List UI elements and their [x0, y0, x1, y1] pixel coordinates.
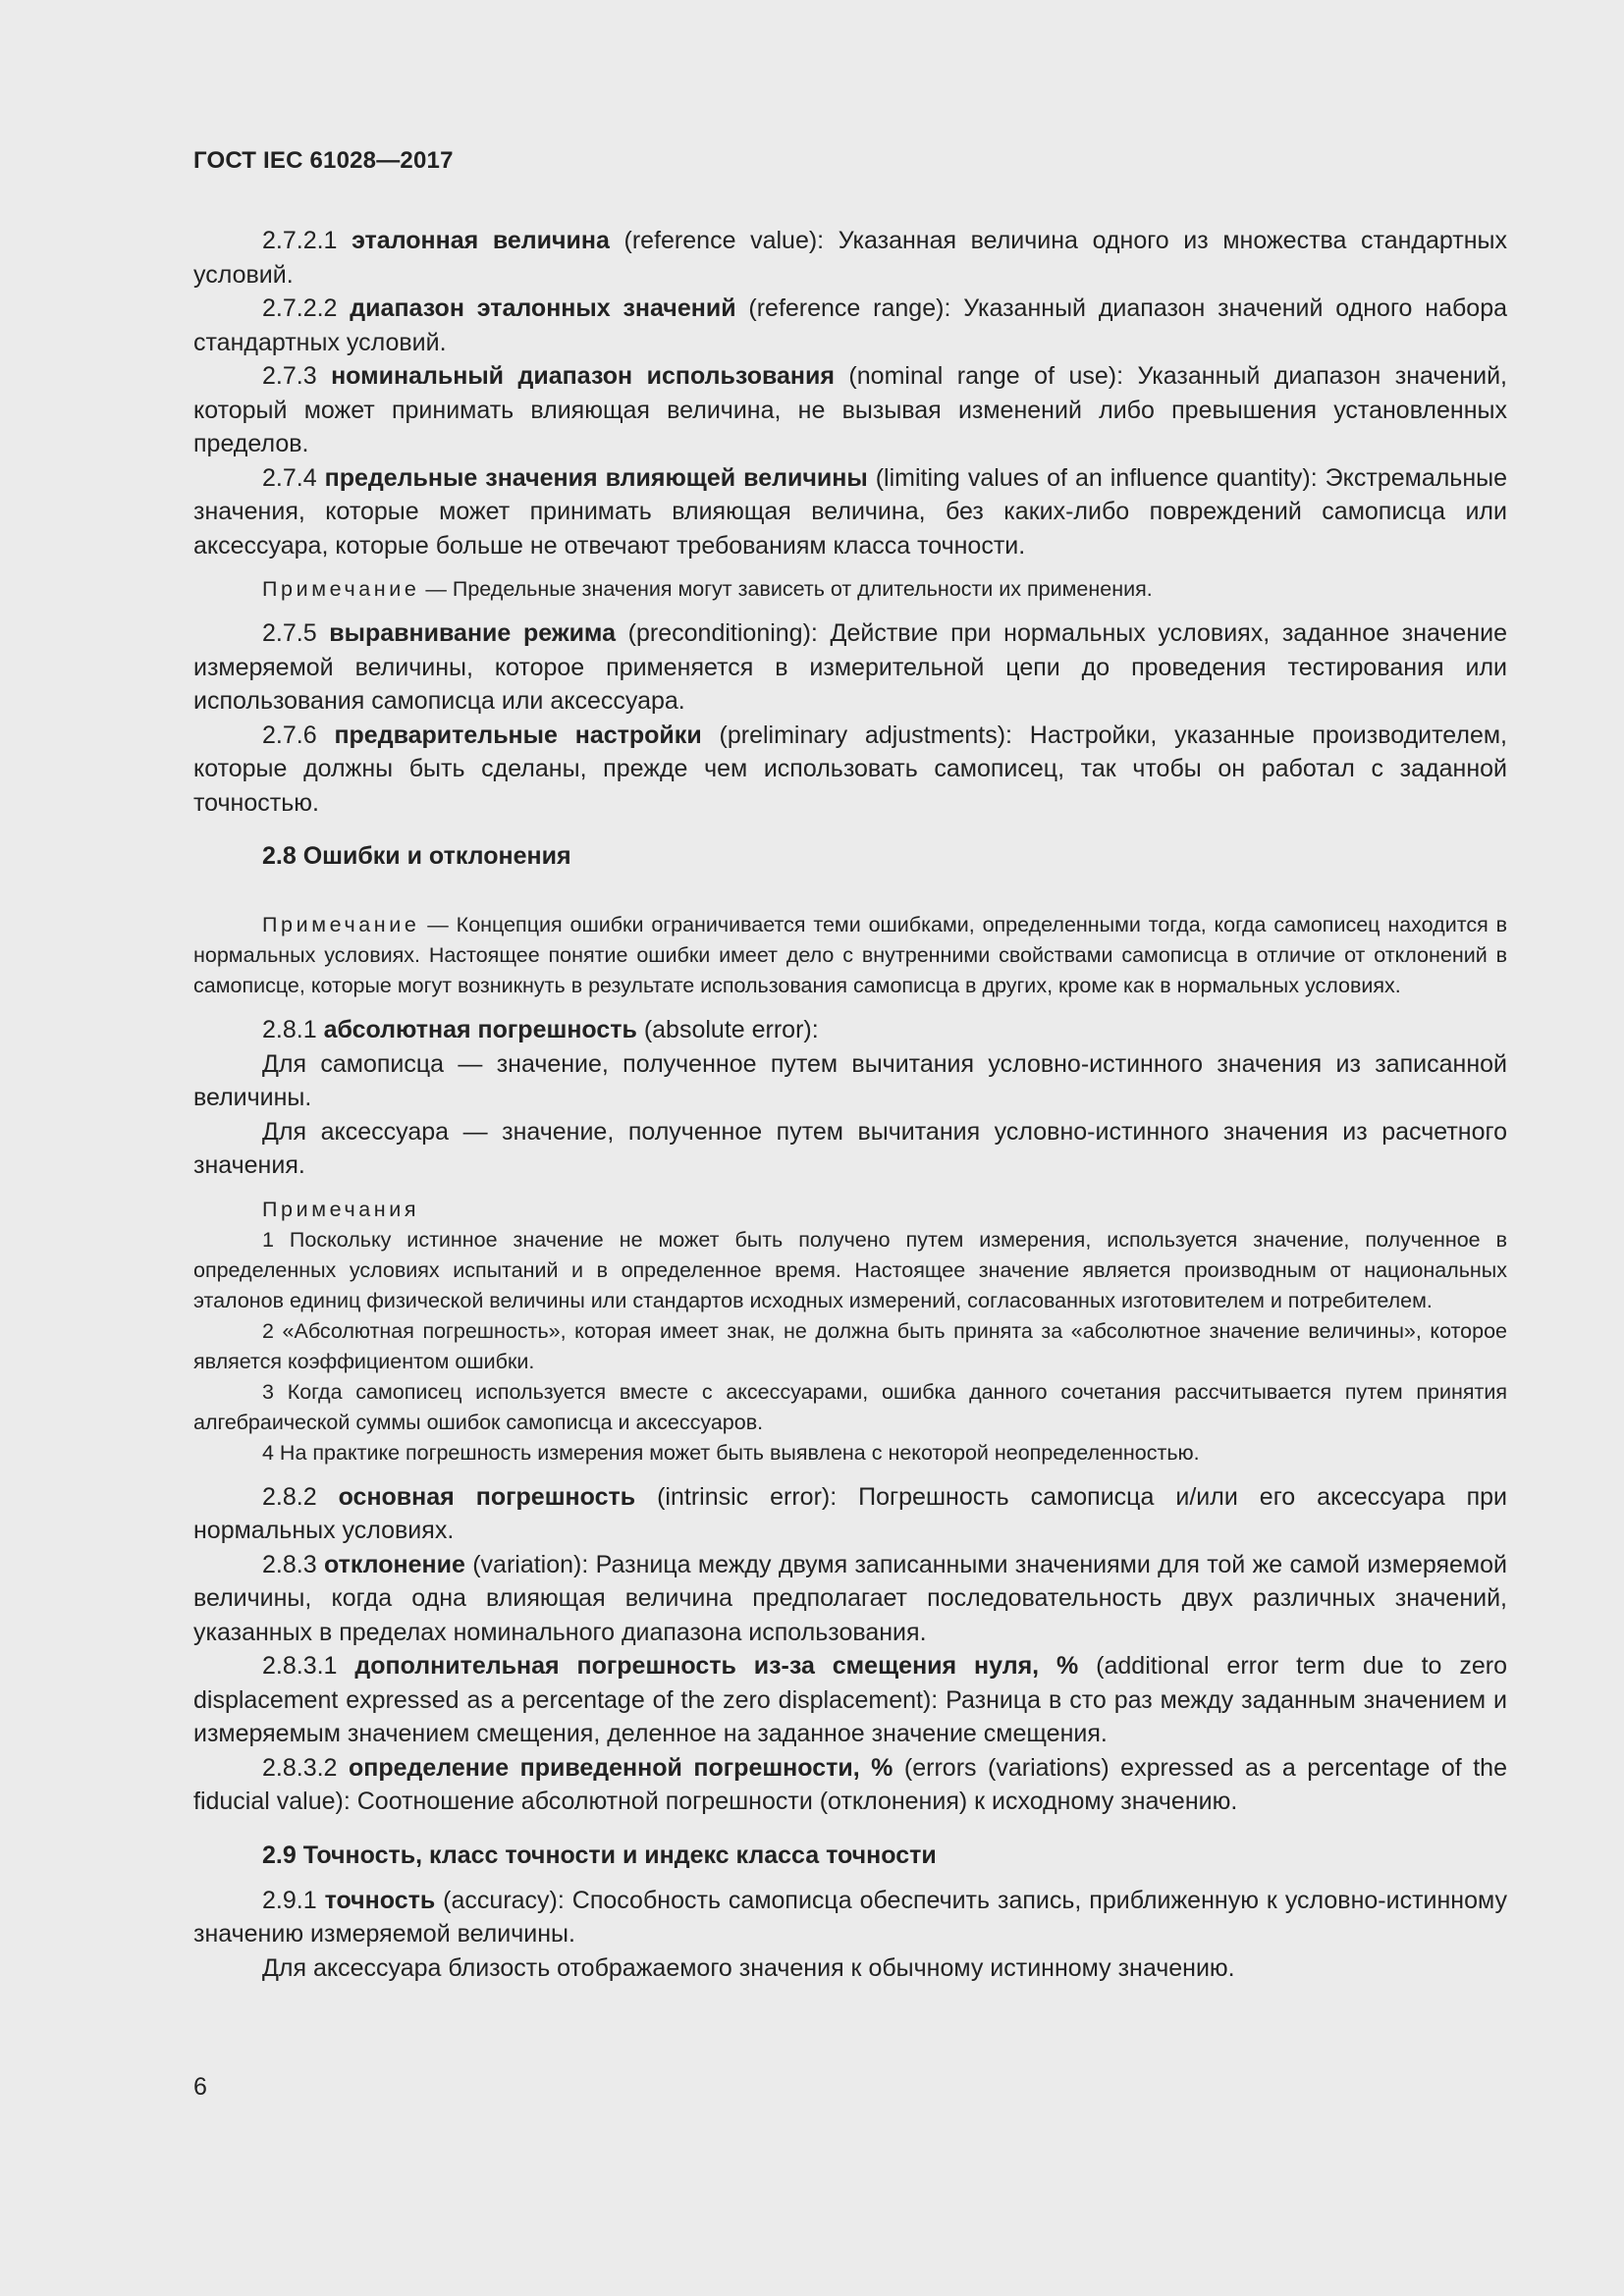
- clause-number: 2.7.5: [262, 619, 317, 647]
- clause-term: номинальный диапазон использования: [331, 362, 835, 390]
- clause-2-7-4: [193, 461, 1507, 563]
- clause-number: 2.7.2.1: [262, 227, 338, 254]
- clause-text: (reference range): Указанный диапазон значений одного набора стандартных условий.: [193, 294, 1507, 356]
- clause-term: определение приведенной погрешности, %: [348, 1753, 893, 1782]
- note-item: 1 Поскольку истинное значение не может быть получено путем измерения, используется значение, полученное в определенных условиях испытаний и в определенное время. Настоящее значение является производным от национальных эталонов единиц физической величины или стандартов исходных измерений, согласованных изготовителем и потребителем.: [193, 1227, 1507, 1312]
- clause-term: эталонная величина: [352, 227, 610, 254]
- clause-text: (variation): Разница между двумя записанными значениями для той же самой измеряемой величины, когда одна влияющая величина предполагает последовательность двух различных значений, указанных в пределах номинального диапазона использования.: [193, 1550, 1507, 1646]
- clause-2-8-2: [193, 1480, 1507, 1548]
- clause-term: абсолютная погрешность: [323, 1016, 637, 1043]
- clause-text: (preliminary adjustments): Настройки, указанные производителем, которые должны быть сделаны, прежде чем использовать самописец, так чтобы он работал с заданной точностью.: [193, 721, 1507, 817]
- clause-number: 2.7.3: [262, 362, 317, 390]
- clause-number: 2.8.3: [262, 1550, 317, 1578]
- clause-2-9-1-accessory: Для аксессуара близость отображаемого значения к обычному истинному значению.: [262, 1953, 1235, 1982]
- clause-term: диапазон эталонных значений: [350, 294, 736, 322]
- clause-text: (additional error term due to zero displacement expressed as a percentage of the zero displacement): Разница в сто раз между заданным значением и измеряемым значением смещения, деленное на заданное значение смещения.: [193, 1652, 1507, 1747]
- note-item: 4 На практике погрешность измерения может быть выявлена с некоторой неопределенностью.: [262, 1440, 1200, 1465]
- clause-2-8-1-accessory: Для аксессуара — значение, полученное путем вычитания условно-истинного значения из расчетного значения.: [193, 1117, 1507, 1179]
- clause-2-9-1: [193, 1884, 1507, 1951]
- clause-text: (reference value): Указанная величина одного из множества стандартных условий.: [193, 227, 1508, 289]
- note-2-8: [193, 910, 1507, 1001]
- clause-term: дополнительная погрешность из-за смещения нуля, %: [354, 1652, 1079, 1680]
- clause-number: 2.8.3.2: [262, 1753, 338, 1782]
- clause-number: 2.8.2: [262, 1482, 317, 1511]
- clause-text: (intrinsic error): Погрешность самописца и/или его аксессуара при нормальных условиях.: [193, 1482, 1507, 1544]
- clause-term: точность: [324, 1886, 436, 1914]
- clause-text: (errors (variations) expressed as a percentage of the fiducial value): Соотношение абсолютной погрешности (отклонения) к исходному значению.: [193, 1753, 1507, 1815]
- clause-2-8-3-2: [193, 1751, 1507, 1819]
- clause-term: предварительные настройки: [334, 721, 702, 749]
- clause-2-7-6: [193, 719, 1507, 821]
- note-item: 2 «Абсолютная погрешность», которая имеет знак, не должна быть принята за «абсолютное значение величины», которое является коэффициентом ошибки.: [193, 1318, 1507, 1373]
- clause-text: (accuracy): Способность самописца обеспечить запись, приближенную к условно-истинному значению измеряемой величины.: [193, 1886, 1507, 1948]
- note-item: 3 Когда самописец используется вместе с аксессуарами, ошибка данного сочетания рассчитывается путем принятия алгебраической суммы ошибок самописца и аксессуаров.: [193, 1379, 1507, 1434]
- clause-2-7-3: [193, 359, 1507, 461]
- clause-2-8-1-recorder: Для самописца — значение, полученное путем вычитания условно-истинного значения из записанной величины.: [193, 1049, 1507, 1111]
- clause-number: 2.8.3.1: [262, 1652, 338, 1680]
- document-header: ГОСТ IEC 61028—2017: [193, 147, 454, 174]
- clause-text: (limiting values of an influence quantity): Экстремальные значения, которые может принимать влияющая величина, без каких-либо повреждений самописца или аксессуара, которые больше не отвечают требованиям класса точности.: [193, 463, 1508, 560]
- clause-text: (absolute error):: [636, 1016, 819, 1043]
- page-number: 6: [193, 2073, 207, 2101]
- clause-number: 2.7.6: [262, 721, 317, 749]
- clause-term: выравнивание режима: [329, 619, 617, 647]
- clause-2-7-2-1: [193, 224, 1507, 292]
- clause-text: (nominal range of use): Указанный диапазон значений, который может принимать влияющая величина, не вызывая изменений либо превышения установленных пределов.: [193, 362, 1507, 457]
- note-text: — Предельные значения могут зависеть от длительности их применения.: [419, 577, 1153, 601]
- notes-2-8-1-label: Примечания: [262, 1197, 420, 1221]
- note-text: — Концепция ошибки ограничивается теми ошибками, определенными тогда, когда самописец находится в нормальных условиях. Настоящее понятие ошибки имеет дело с внутренними свойствами самописца в отличие от отклонений в самописце, которые могут возникнуть в результате использования самописца в других, кроме как в нормальных условиях.: [193, 913, 1507, 997]
- clause-text: (preconditioning): Действие при нормальных условиях, заданное значение измеряемой величины, которое применяется в измерительной цепи до проведения тестирования или использования самописца или аксессуара.: [193, 619, 1507, 715]
- clause-2-8-3: [193, 1548, 1507, 1650]
- note-label: Примечание: [262, 913, 420, 936]
- section-heading-2-8: 2.8 Ошибки и отклонения: [262, 842, 571, 870]
- section-heading-2-9: 2.9 Точность, класс точности и индекс класса точности: [262, 1841, 937, 1869]
- clause-number: 2.9.1: [262, 1886, 317, 1914]
- document-body: [193, 224, 1507, 1985]
- clause-number: 2.7.4: [262, 463, 317, 492]
- clause-2-7-5: [193, 616, 1507, 719]
- clause-number: 2.8.1: [262, 1016, 317, 1043]
- note-label: Примечание: [262, 577, 420, 601]
- clause-term: отклонение: [323, 1550, 465, 1578]
- note-2-7-4: [193, 574, 1507, 605]
- clause-2-8-1: [193, 1013, 1507, 1047]
- clause-term: предельные значения влияющей величины: [324, 463, 868, 492]
- clause-2-8-3-1: [193, 1649, 1507, 1751]
- clause-number: 2.7.2.2: [262, 294, 338, 322]
- clause-term: основная погрешность: [338, 1482, 636, 1511]
- clause-2-7-2-2: [193, 292, 1507, 359]
